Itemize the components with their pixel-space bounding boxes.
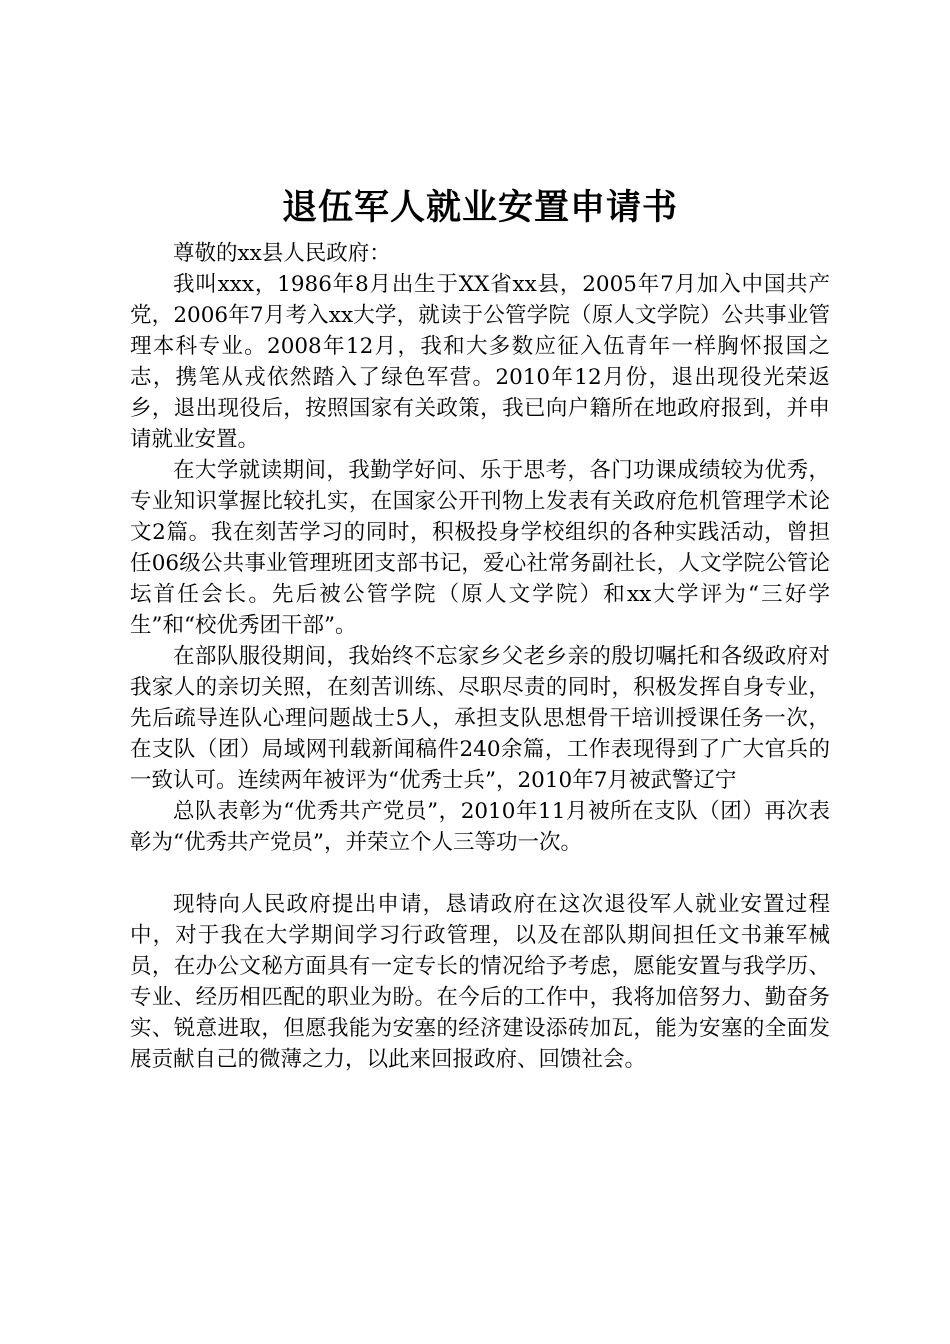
paragraph-university: 在大学就读期间，我勤学好问、乐于思考，各门功课成绩较为优秀，专业知识掌握比较扎实，在国家公开刊物上发表有关政府危机管理学术论文2篇。我在刻苦学习的同时，积极投身学校组织的各种实践活动，曾担任06级公共事业管理班团支部书记，爱心社常务副社长，人文学院公管论坛首任会长。先后被公管学院（原人文学院）和xx大学评为“三好学生”和“校优秀团干部”。 [130,458,830,638]
paragraph-introduction: 我叫xxx，1986年8月出生于XX省xx县，2005年7月加入中国共产党，2006年7月考入xx大学，就读于公管学院（原人文学院）公共事业管理本科专业。2008年12月，我和大多数应征入伍青年一样胸怀报国之志，携笔从戎依然踏入了绿色军营。2010年12月份，退出现役光荣返乡，退出现役后，按照国家有关政策，我已向户籍所在地政府报到，并申请就业安置。 [130,272,830,452]
paragraph-military-service: 在部队服役期间，我始终不忘家乡父老乡亲的殷切嘱托和各级政府对我家人的亲切关照，在刻苦训练、尽职尽责的同时，积极发挥自身专业，先后疏导连队心理问题战士5人，承担支队思想骨干培训授课任务一次，在支队（团）局域网刊载新闻稿件240余篇，工作表现得到了广大官兵的一致认可。连续两年被评为“优秀士兵”，2010年7月被武警辽宁 [130,644,830,793]
paragraph-commendations: 总队表彰为“优秀共产党员”，2010年11月被所在支队（团）再次表彰为“优秀共产党员”，并荣立个人三等功一次。 [130,799,830,855]
salutation: 尊敬的xx县人民政府： [173,241,391,266]
paragraph-request: 现特向人民政府提出申请，恳请政府在这次退役军人就业安置过程中，对于我在大学期间学习行政管理，以及在部队期间担任文书兼军械员，在办公文秘方面具有一定专长的情况给予考虑，愿能安置与我学历、专业、经历相匹配的职业为盼。在今后的工作中，我将加倍努力、勤奋务实、锐意进取，但愿我能为安塞的经济建设添砖加瓦，能为安塞的全面发展贡献自己的微薄之力，以此来回报政府、回馈社会。 [130,892,830,1072]
document-title: 退伍军人就业安置申请书 [281,187,678,228]
paragraph-spacer [130,858,830,889]
document-page [130,180,830,1075]
